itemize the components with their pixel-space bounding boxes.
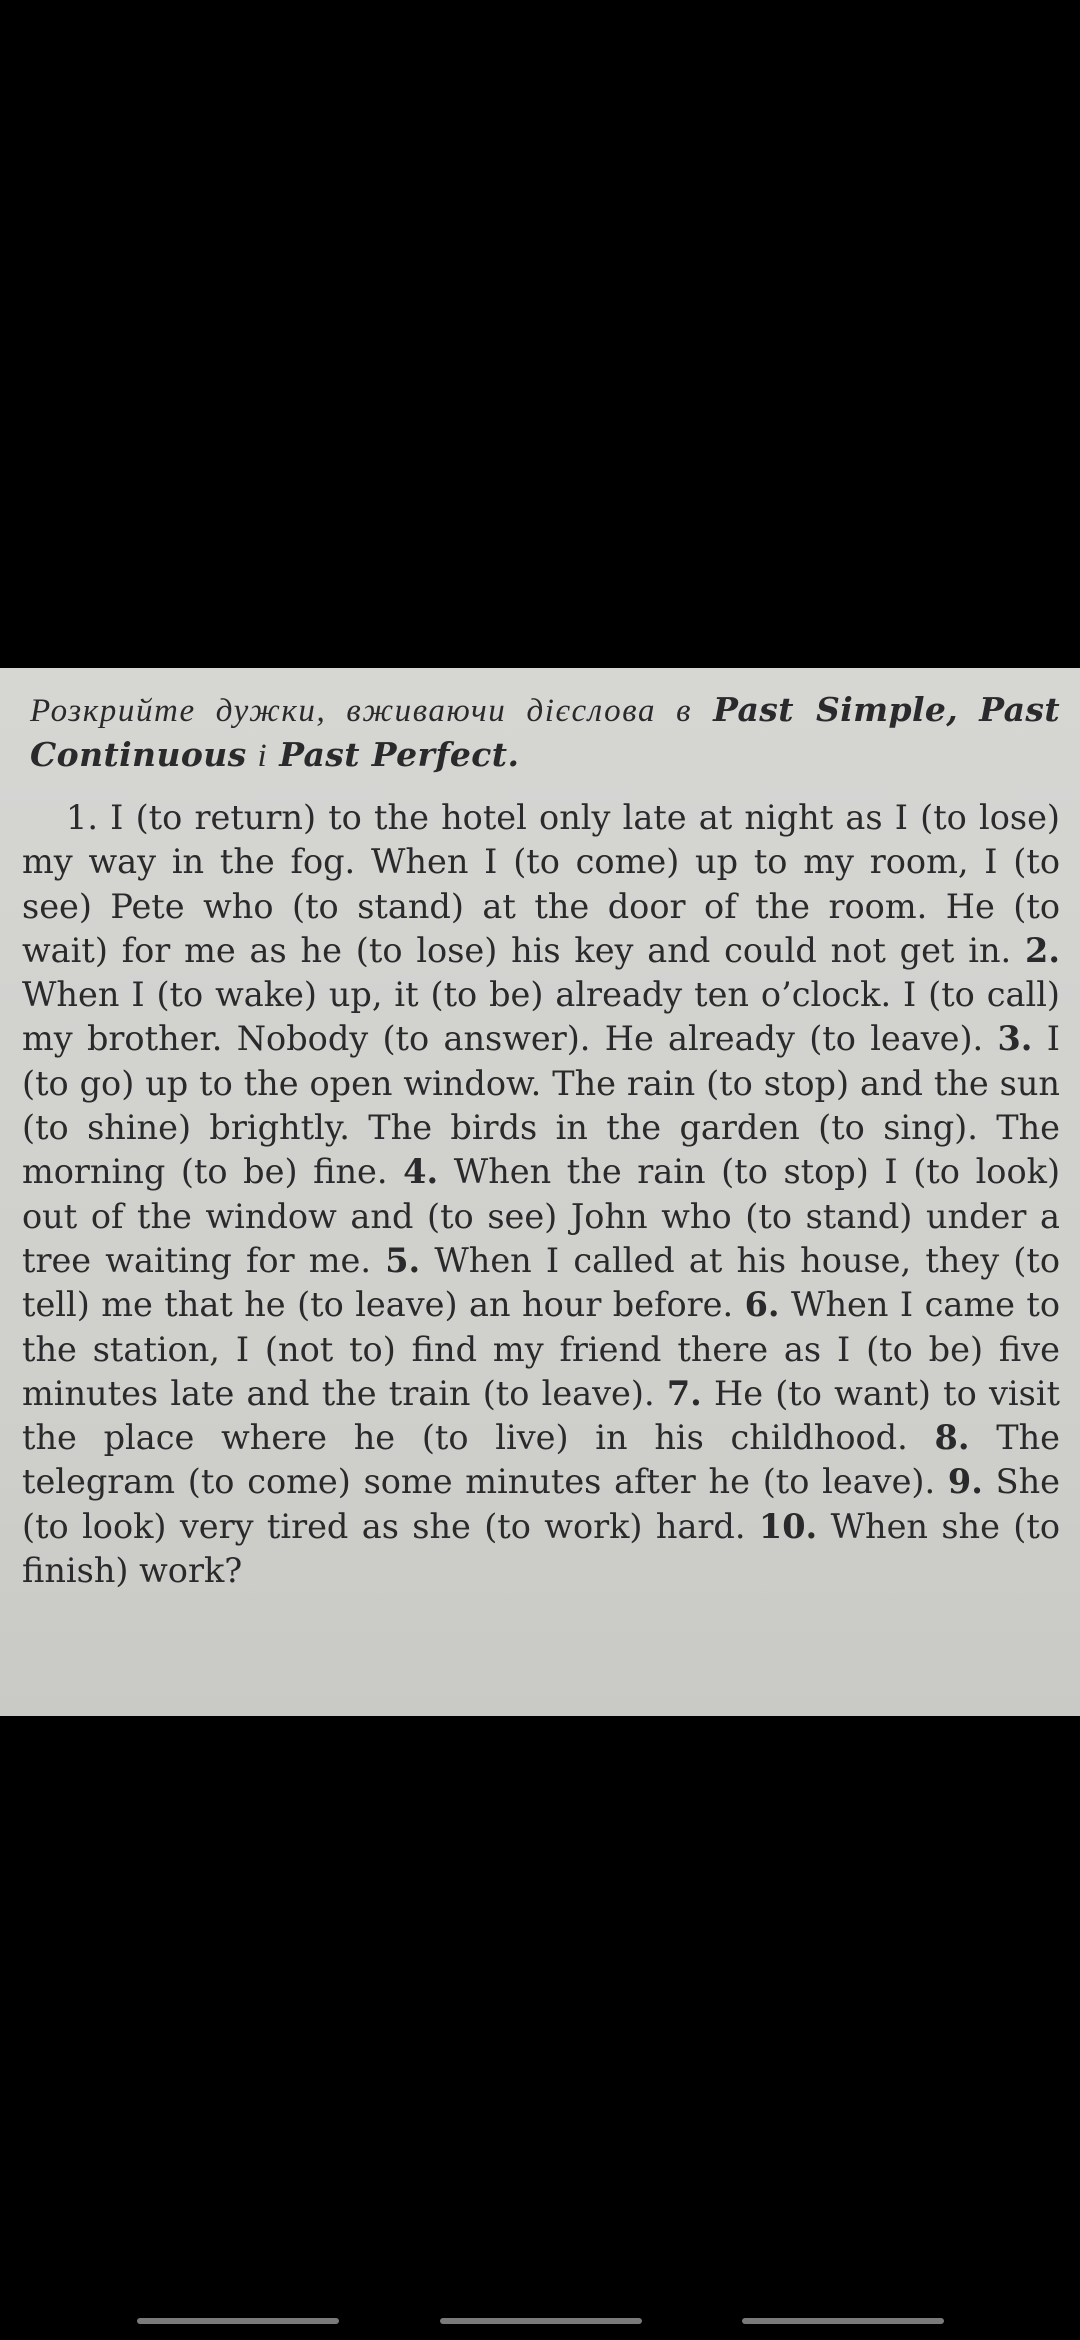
item-number: 1.	[66, 798, 98, 837]
item-number: 4.	[403, 1152, 439, 1192]
textbook-page	[22, 688, 1060, 1593]
textbook-photo	[0, 668, 1080, 1716]
tense-past-simple: Past Simple,	[713, 690, 959, 729]
item-number: 7.	[666, 1373, 702, 1413]
item-number: 5.	[385, 1240, 421, 1280]
item-number: 6.	[744, 1285, 780, 1325]
exercise-instruction	[30, 688, 1060, 778]
item-number: 9.	[947, 1462, 983, 1502]
item-text: She (to look) very tired as she (to work) hard.	[22, 1462, 1061, 1546]
exercise-body	[22, 796, 1060, 1593]
item-number: 8.	[934, 1418, 970, 1458]
instruction-conjunction: і	[257, 738, 269, 774]
item-text: I (to return) to the hotel only late at night as I (to lose) my way in the fog. When I (to come) up to my room, I (to see) Pete who (to stand) at the door of the room. He (to wait) for me as he (to lose) his key and could not get in.	[22, 798, 1060, 970]
instruction-text: Розкрийте дужки, вживаючи дієслова в	[30, 693, 693, 729]
tense-past-continuous: Past Continuous	[30, 690, 1061, 774]
tense-past-perfect: Past Perfect.	[279, 735, 520, 774]
item-number: 2.	[1025, 930, 1060, 970]
system-navigation-bar	[0, 2300, 1080, 2340]
item-number: 3.	[997, 1019, 1033, 1059]
nav-handle-left[interactable]	[137, 2318, 339, 2324]
item-text: I (to go) up to the open window. The rain (to stop) and the sun (to shine) brightly. The birds in the garden (to sing). The morning (to be) fine.	[22, 1019, 1060, 1192]
item-text: When I came to the station, I (not to) find my friend there as I (to be) five minutes late and the train (to leave).	[22, 1285, 1061, 1413]
item-text: When I (to wake) up, it (to be) already ten o’clock. I (to call) my brother. Nobody (to answer). He already (to leave).	[22, 975, 1060, 1059]
nav-handle-right[interactable]	[742, 2318, 944, 2324]
item-text: The telegram (to come) some minutes after he (to leave).	[22, 1418, 1060, 1502]
item-text: When I called at his house, they (to tell) me that he (to leave) an hour before.	[22, 1240, 1060, 1325]
nav-handle-center[interactable]	[440, 2318, 642, 2324]
item-text: When the rain (to stop) I (to look) out of the window and (to see) John who (to stand) under a tree waiting for me.	[22, 1152, 1061, 1280]
item-text: When she (to finish) work?	[22, 1506, 1061, 1591]
item-text: He (to want) to visit the place where he (to live) in his childhood.	[22, 1373, 1060, 1458]
item-number: 10.	[758, 1506, 818, 1546]
